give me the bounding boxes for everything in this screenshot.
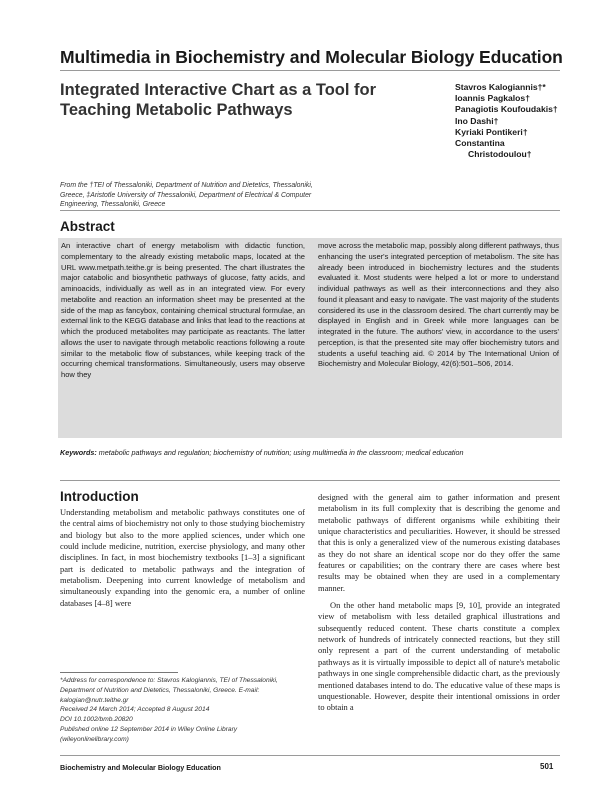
keywords bbox=[60, 448, 515, 458]
footnote-rule bbox=[60, 672, 178, 673]
paragraph: On the other hand metabolic maps [9, 10], provide an integrated view of metabolism with less detailed graphical illustrations and subsequently reduced content. These charts constitute a complex network of hundreds of intricately connected reactions, but they still only represent a part of the current understanding of metabolic pathways as it is virtually impossible to depict all of nature's metabolic pathways in one single comprehensible didactic chart, as the previously mentioned databases intend to do. The educative value of these maps is unquestionable. However, despite their intentional omissions in order to obtain a bbox=[318, 600, 560, 713]
author-name: Constantina bbox=[455, 138, 505, 149]
paragraph: designed with the general aim to gather information and present metabolism in its full complexity that is describing the genome and metabolic pathways of different organisms while exhibiting their unique characteristics and peculiarities. However, it should be stressed that this is only a generalized view of the numerous existing databases as they do not share an identical scope nor do they offer the same features or capabilities; on the contrary there are cases where best results may be obtained when they are used in a complementary manner. bbox=[318, 492, 560, 593]
abstract-left-column: An interactive chart of energy metabolism with didactic function, complementary to the already existing metabolic maps, located at the URL www.metpath.teithe.gr is being presented. The chart illustrates the major catabolic and biosynthetic pathways of glucose, fatty acids, and aminoacids, individually as well as in an integrated view. For every metabolite and reaction an information sheet may be presented at the side of the map as fancybox, containing chemical structural formulae, an external link to the KEGG database and links that lead to the reactions at which the produced metabolites may participate as reactants. The latter allows the user to navigate through metabolic reactions following a route similar to the metabolic flow of substances, while keeping track of the occurring chemical transformations. Simultaneously, users may observe how they bbox=[61, 241, 305, 379]
abstract-right-column: move across the metabolic map, possibly along different pathways, thus enhancing the user's integrated perception of metabolism. The site has already been introduced in biochemistry lectures and the students evaluated it. Most students were helped a lot or more to understand individual pathways as well as their interconnections and they also found it pleasant and easy to navigate. The vast majority of the students considered its use in the classroom desired. The chart currently may be displayed in English and in Greek while more languages can be integrated in the future. The authors' view, in accordance to the users' perception, is that the presented site may offer biochemistry tutors and students a useful teaching aid. © 2014 by The International Union of Biochemistry and Molecular Biology, 42(6):501–506, 2014. bbox=[318, 241, 559, 369]
journal-section-header: Multimedia in Biochemistry and Molecular Biology Education bbox=[60, 47, 563, 67]
author-name: Ino Dashi† bbox=[455, 115, 499, 126]
footnote bbox=[60, 676, 305, 745]
correspondence-note: *Address for correspondence to: Stavros Kalogiannis, TEI of Thessaloniki, Department of Nutrition and Dietetics, Thessaloniki, Greece. E-mail: kalogian@nutr.teithe.gr bbox=[60, 677, 278, 704]
author-name: Stavros Kalogiannis†* bbox=[455, 82, 546, 92]
author-name: Christodoulou† bbox=[468, 149, 532, 160]
intro-rule bbox=[60, 480, 560, 481]
affiliation: From the †TEI of Thessaloniki, Department of Nutrition and Dietetics, Thessaloniki, Greece, ‡Aristotle University of Thessaloniki, Department of Electrical & Computer Engineering, Thessaloniki, Greece bbox=[60, 182, 313, 209]
keywords-label: Keywords: bbox=[60, 448, 97, 457]
doi: DOI 10.1002/bmb.20820 bbox=[60, 716, 133, 724]
abstract-heading: Abstract bbox=[60, 219, 115, 234]
footer-journal: Biochemistry and Molecular Biology Education bbox=[60, 763, 221, 772]
keywords-text: metabolic pathways and regulation; biochemistry of nutrition; using multimedia in the classroom; medical education bbox=[98, 448, 464, 457]
received-date: Received 24 March 2014; Accepted 8 August 2014 bbox=[60, 706, 210, 714]
author-name: Kyriaki Pontikeri† bbox=[455, 126, 528, 137]
introduction-heading: Introduction bbox=[60, 489, 139, 504]
author-name: Ioannis Pagkalos† bbox=[455, 93, 530, 104]
page-number: 501 bbox=[540, 762, 554, 771]
article-title: Integrated Interactive Chart as a Tool for Teaching Metabolic Pathways bbox=[60, 81, 377, 119]
header-rule bbox=[60, 70, 560, 71]
published-online: Published online 12 September 2014 in Wiley Online Library (wileyonlinelibrary.com) bbox=[60, 725, 238, 743]
abstract-rule bbox=[60, 210, 560, 211]
introduction-left-column: Understanding metabolism and metabolic pathways constitutes one of the central aims of biochemistry not only to those studying biochemistry and biology but also to the more applied sciences, under which one could include medicine, nutrition, exercise physiology, and many other disciplines. In fact, in most biochemistry textbooks [1–3] a significant part is dedicated to metabolic pathways and the integration of metabolism. Deepening into current knowledge of metabolism and simultaneously expanding into the genomic era, a number of online databases [4–8] were bbox=[60, 507, 305, 608]
author-name: Panagiotis Koufoudakis† bbox=[455, 104, 558, 115]
introduction-right-column bbox=[318, 492, 560, 714]
footer-rule bbox=[60, 755, 560, 756]
author-list bbox=[455, 82, 570, 160]
